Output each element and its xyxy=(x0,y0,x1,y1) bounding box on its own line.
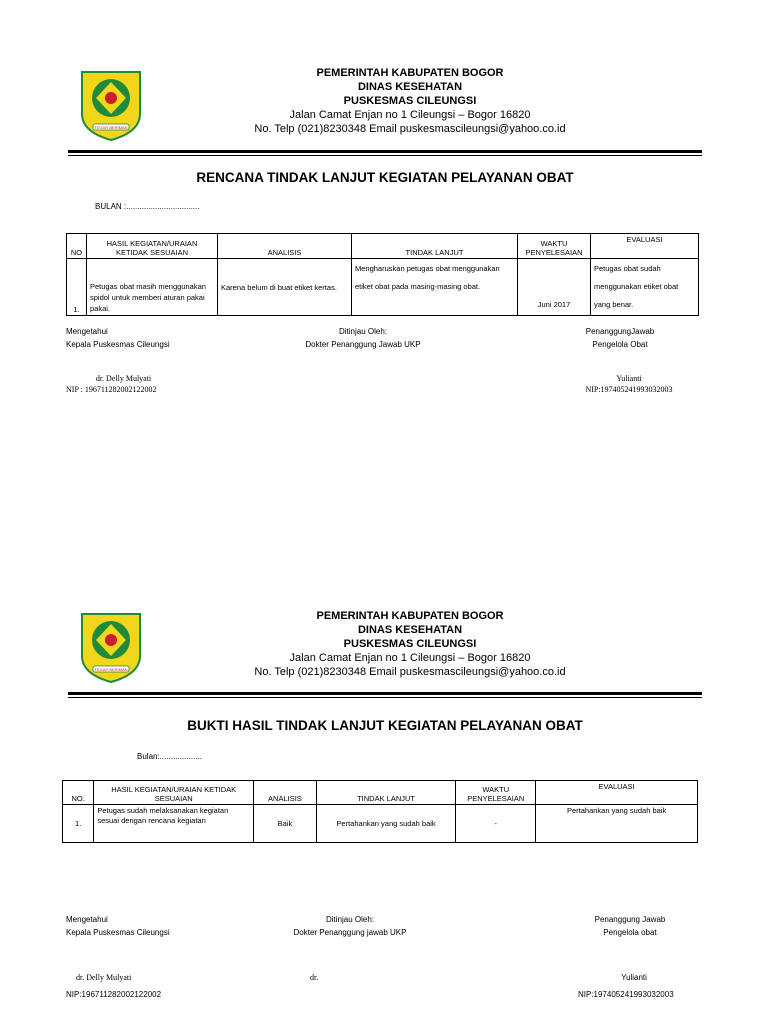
doc1-period: BULAN :................................. xyxy=(95,202,200,211)
doc1-right-role2: Pengelola Obat xyxy=(592,340,648,349)
doc1-cell-no: 1. xyxy=(67,259,87,316)
doc1-right-name: Yulianti xyxy=(616,374,642,383)
lh-contact: No. Telp (021)8230348 Email puskesmascileungsi@yahoo.co.id xyxy=(254,666,566,678)
doc1-th-no: NO xyxy=(67,234,87,259)
letterhead xyxy=(230,609,590,679)
doc1-sign-right xyxy=(570,325,670,351)
doc2-cell-no: 1. xyxy=(63,805,94,843)
letterhead-divider-thin xyxy=(68,155,702,156)
doc1-cell-waktu: Juni 2017 xyxy=(518,259,591,316)
doc1-cell-hasil: Petugas obat masih menggunakan spidol untuk memberi aturan pakai pakai. xyxy=(87,259,218,316)
lh-line3: PUSKESMAS CILEUNGSI xyxy=(343,95,477,107)
doc1-sign-mid xyxy=(288,325,438,351)
doc2-sign-right xyxy=(580,913,680,939)
doc2-right-name: Yulianti xyxy=(621,973,647,982)
doc2-cell-tindak: Pertahankan yang sudah baik xyxy=(316,805,456,843)
doc1-cell-tindak: Mengharuskan petugas obat menggunakan etiket obat pada masing-masing obat. xyxy=(352,259,518,316)
kabupaten-bogor-logo xyxy=(80,70,142,142)
doc2-right-role2: Pengelola obat xyxy=(603,928,657,937)
letterhead-divider-thin xyxy=(68,697,702,698)
doc1-left-role1: Mengetahui xyxy=(66,327,108,336)
lh-contact: No. Telp (021)8230348 Email puskesmascileungsi@yahoo.co.id xyxy=(254,123,566,135)
doc1-left-nip: NIP : 196711282002122002 xyxy=(66,385,157,394)
doc1-th-tindak: TINDAK LANJUT xyxy=(352,234,518,259)
doc1-th-hasil: HASIL KEGIATAN/URAIAN KETIDAK SESUAIAN xyxy=(87,234,218,259)
doc1-right-signatory xyxy=(574,373,684,395)
doc2-right-role1: Penanggung Jawab xyxy=(594,915,666,924)
doc1-left-signatory xyxy=(66,373,181,395)
doc2-left-role1: Mengetahui xyxy=(66,915,108,924)
doc2-th-hasil: HASIL KEGIATAN/URAIAN KETIDAK SESUAIAN xyxy=(94,781,254,805)
doc2-title: BUKTI HASIL TINDAK LANJUT KEGIATAN PELAYANAN OBAT xyxy=(187,718,583,733)
lh-address: Jalan Camat Enjan no 1 Cileungsi – Bogor 16820 xyxy=(289,109,531,121)
lh-line2: DINAS KESEHATAN xyxy=(357,624,463,636)
doc2-cell-hasil: Petugas sudah melaksanakan kegiatan sesuai dengan rencana kegiatan xyxy=(94,805,254,843)
doc2-sign-mid xyxy=(275,913,425,939)
doc2-mid-role2: Dokter Penanggung jawab UKP xyxy=(293,928,407,937)
svg-text:TEGAR BERIMAN: TEGAR BERIMAN xyxy=(94,125,128,130)
letterhead-divider-thick xyxy=(68,692,702,695)
doc1-mid-role1: Ditinjau Oleh: xyxy=(338,327,388,336)
letterhead-divider-thick xyxy=(68,150,702,153)
doc1-cell-analisis: Karena belum di buat etiket kertas. xyxy=(218,259,352,316)
lh-line2: DINAS KESEHATAN xyxy=(357,81,463,93)
doc2-cell-waktu: - xyxy=(456,805,536,843)
doc2-table xyxy=(62,780,698,843)
doc2-sign-left xyxy=(66,913,170,939)
doc2-th-evaluasi: EVALUASI xyxy=(536,781,698,805)
doc1-th-analisis: ANALISIS xyxy=(218,234,352,259)
doc1-mid-role2: Dokter Penanggung Jawab UKP xyxy=(305,340,421,349)
doc1-right-role1: PenanggungJawab xyxy=(585,327,655,336)
doc2-th-waktu: WAKTU PENYELESAIAN xyxy=(456,781,536,805)
doc2-left-name: dr. Delly Mulyati xyxy=(76,973,132,982)
lh-line3: PUSKESMAS CILEUNGSI xyxy=(343,638,477,650)
doc2-right-nip: NIP:197405241993032003 xyxy=(578,990,674,999)
doc2-period: Bulan:................... xyxy=(137,752,202,761)
doc1-th-evaluasi: EVALUASI xyxy=(591,234,699,259)
doc1-right-nip: NIP:197405241993032003 xyxy=(585,385,673,394)
doc2-mid-role1: Ditinjau Oleh: xyxy=(325,915,375,924)
letterhead xyxy=(230,66,590,136)
svg-text:TEGAR BERIMAN: TEGAR BERIMAN xyxy=(94,667,128,672)
lh-address: Jalan Camat Enjan no 1 Cileungsi – Bogor 16820 xyxy=(289,652,531,664)
doc1-table xyxy=(66,233,699,316)
doc2-mid-name: dr. xyxy=(310,973,319,982)
doc1-th-waktu: WAKTU PENYELESAIAN xyxy=(518,234,591,259)
doc1-cell-evaluasi: Petugas obat sudah menggunakan etiket obat yang benar. xyxy=(591,259,699,316)
doc2-th-no: NO. xyxy=(63,781,94,805)
doc2-left-role2: Kepala Puskesmas Cileungsi xyxy=(66,928,170,937)
doc1-title: RENCANA TINDAK LANJUT KEGIATAN PELAYANAN OBAT xyxy=(196,170,574,185)
lh-line1: PEMERINTAH KABUPATEN BOGOR xyxy=(316,610,504,622)
doc1-left-name: dr. Delly Mulyati xyxy=(95,374,152,383)
doc2-cell-evaluasi: Pertahankan yang sudah baik xyxy=(536,805,698,843)
doc1-sign-left xyxy=(66,325,170,351)
doc2-cell-analisis: Baik xyxy=(254,805,317,843)
lh-line1: PEMERINTAH KABUPATEN BOGOR xyxy=(316,67,504,79)
doc2-th-tindak: TINDAK LANJUT xyxy=(316,781,456,805)
doc2-left-nip: NIP:196711282002122002 xyxy=(66,990,162,999)
doc2-th-analisis: ANALISIS xyxy=(254,781,317,805)
doc1-left-role2: Kepala Puskesmas Cileungsi xyxy=(66,340,170,349)
kabupaten-bogor-logo xyxy=(80,612,142,684)
